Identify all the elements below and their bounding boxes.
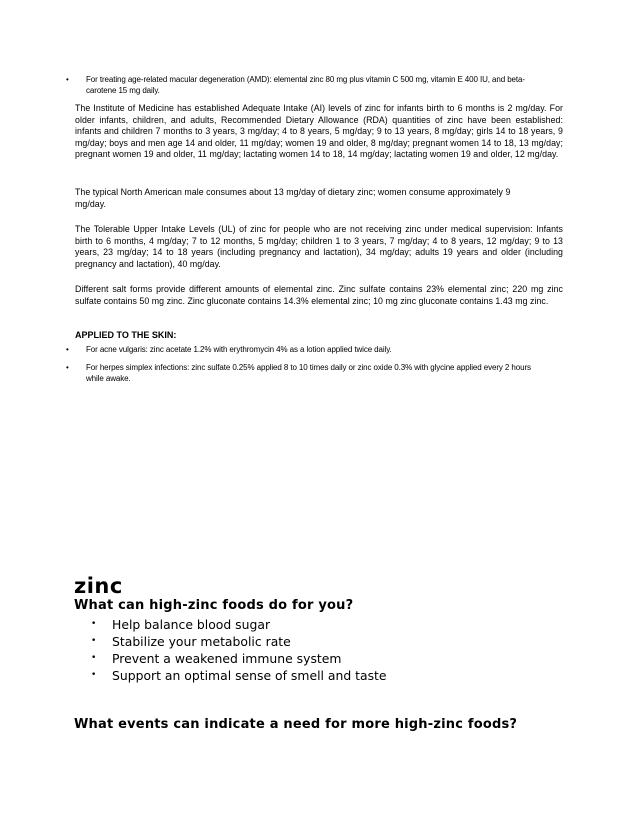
benefit-text: Stabilize your metabolic rate (112, 634, 291, 649)
zinc-title: zinc (74, 574, 123, 598)
skin-item-text: For herpes simplex infections: zinc sulfate 0.25% applied 8 to 10 times daily or zinc oxide 0.3% with glycine applied every 2 hours while awake. (86, 363, 531, 383)
amd-bullet-text: For treating age-related macular degeneration (AMD): elemental zinc 80 mg plus vitamin C 500 mg, vitamin E 400 IU, and beta-carotene 15 mg daily. (86, 75, 525, 95)
benefit-text: Support an optimal sense of smell and taste (112, 668, 387, 683)
need-indicator-question: What events can indicate a need for more high-zinc foods? (74, 717, 518, 732)
list-item (88, 650, 387, 667)
bullet-icon: • (66, 75, 69, 84)
bullet-icon: • (91, 619, 97, 629)
bullet-icon: • (91, 636, 97, 646)
skin-item-acne (66, 344, 546, 356)
list-item (88, 667, 387, 684)
benefit-text: Prevent a weakened immune system (112, 651, 342, 666)
benefits-list (88, 616, 387, 684)
benefit-text: Help balance blood sugar (112, 617, 271, 632)
list-item (88, 633, 387, 650)
skin-item-herpes (66, 362, 546, 386)
list-item (88, 616, 387, 633)
bullet-icon: • (66, 345, 69, 354)
bullet-icon: • (66, 363, 69, 372)
skin-item-text: For acne vulgaris: zinc acetate 1.2% with erythromycin 4% as a lotion applied twice daily. (86, 345, 392, 354)
upper-limits-paragraph: The Tolerable Upper Intake Levels (UL) of zinc for people who are not receiving zinc under medical supervision: Infants birth to 6 months, 4 mg/day; 7 to 12 months, 5 mg/day; children 1 to 3 years, 7 mg/day; 4 to 8 years, 12 mg/day; 9 to 13 years, 23 mg/day; 14 to 18 years (including pregnancy and lactation), 34 mg/day; adults 19 years and older (including pregnancy and lactation), 40 mg/day. (75, 224, 563, 269)
ai-rda-paragraph: The Institute of Medicine has established Adequate Intake (AI) levels of zinc for infants birth to 6 months is 2 mg/day. For older infants, children, and adults, Recommended Dietary Allowance (RDA) quantities of zinc have been established: infants and children 7 months to 3 years, 3 mg/day; 4 to 8 years, 5 mg/day; 9 to 13 years, 8 mg/day; girls 14 to 18 years, 9 mg/day; boys and men age 14 and older, 11 mg/day; women 19 and older, 8 mg/day; pregnant women 14 to 18, 13 mg/day; pregnant women 19 and older, 11 mg/day; lactating women 14 to 18, 14 mg/day; lactating women 19 and older, 12 mg/day. (75, 103, 563, 160)
amd-bullet-item (66, 74, 546, 98)
bullet-icon: • (91, 670, 97, 680)
bullet-icon: • (91, 653, 97, 663)
typical-intake-paragraph: The typical North American male consumes about 13 mg/day of dietary zinc; women consume approximately 9 mg/day. (75, 187, 511, 209)
salt-forms-paragraph: Different salt forms provide different amounts of elemental zinc. Zinc sulfate contains 23% elemental zinc; 220 mg zinc sulfate contains 50 mg zinc. Zinc gluconate contains 14.3% elemental zinc; 10 mg zinc gluconate contains 1.43 mg zinc. (75, 284, 563, 306)
skin-heading: APPLIED TO THE SKIN: (75, 330, 177, 340)
foods-benefit-question: What can high-zinc foods do for you? (74, 598, 354, 613)
